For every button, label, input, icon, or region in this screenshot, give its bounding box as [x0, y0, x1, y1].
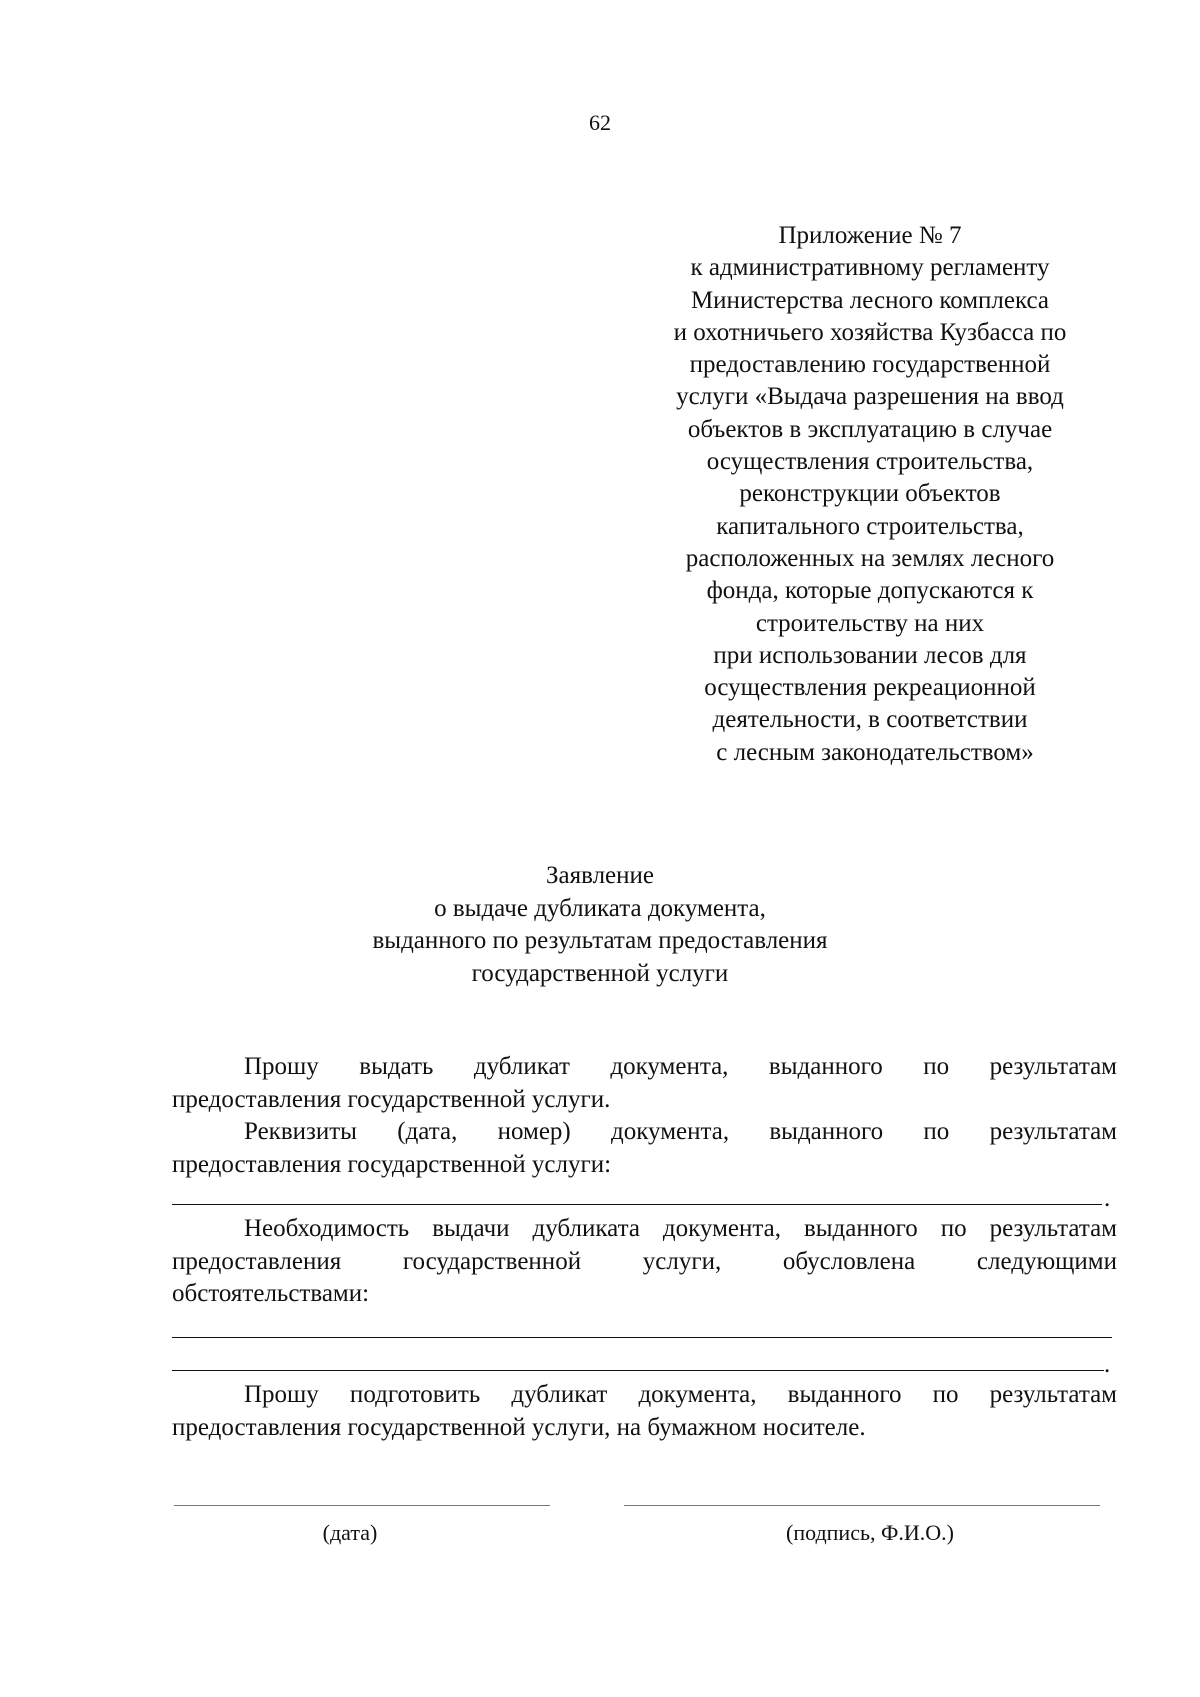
appendix-line: Приложение № 7 [778, 222, 962, 249]
page-number: 62 [589, 110, 611, 135]
reason-fill-line[interactable] [172, 1337, 1112, 1338]
text-line: Необходимость выдачи дубликата документа, выданного по результатам [244, 1215, 1117, 1242]
appendix-line: реконструкции объектов [739, 480, 1001, 508]
appendix-line: к административному регламенту [690, 254, 1050, 282]
appendix-line: при использовании лесов для [713, 641, 1027, 669]
signature-caption: (подпись, Ф.И.О.) [786, 1520, 954, 1545]
requisites-paragraph [172, 1116, 1117, 1181]
requisites-line-period: . [1104, 1185, 1111, 1212]
text-line: Прошу подготовить дубликат документа, выданного по результатам [244, 1381, 1117, 1408]
appendix-line: с лесным законодательством» [716, 738, 1034, 766]
appendix-line: предоставлению государственной [689, 351, 1051, 379]
appendix-line: услуги «Выдача разрешения на ввод [676, 383, 1064, 411]
title-line: государственной услуги [471, 959, 729, 987]
reason-line-period: . [1104, 1351, 1111, 1378]
document-title [0, 860, 1200, 990]
reason-fill-line[interactable] [172, 1370, 1104, 1371]
appendix-line: расположенных на землях лесного [685, 544, 1055, 572]
text-line: предоставления государственной услуги, обусловлена следующими [172, 1247, 1117, 1275]
appendix-line: деятельности, в соответствии [712, 706, 1028, 734]
title-line: о выдаче дубликата документа, [434, 894, 766, 922]
date-fill-line[interactable] [174, 1505, 550, 1506]
reason-paragraph [172, 1213, 1117, 1311]
appendix-line: и охотничьего хозяйства Кузбасса по [673, 318, 1067, 346]
appendix-line: строительству на них [755, 609, 985, 637]
appendix-line: осуществления рекреационной [704, 674, 1036, 702]
requisites-fill-line[interactable] [172, 1204, 1102, 1205]
request-paragraph [172, 1051, 1117, 1116]
title-line: Заявление [545, 862, 655, 889]
appendix-header [640, 220, 1100, 769]
text-line: предоставления государственной услуги. [172, 1085, 611, 1113]
paper-copy-paragraph [172, 1379, 1117, 1444]
text-line: обстоятельствами: [172, 1280, 370, 1307]
appendix-line: объектов в эксплуатацию в случае [687, 415, 1053, 443]
appendix-line: капитального строительства, [716, 512, 1024, 540]
title-line: выданного по результатам предоставления [372, 927, 828, 954]
appendix-line: Министерства лесного комплекса [690, 286, 1050, 314]
text-line: предоставления государственной услуги, на бумажном носителе. [172, 1413, 866, 1441]
text-line: Реквизиты (дата, номер) документа, выданного по результатам [244, 1118, 1117, 1145]
text-line: Прошу выдать дубликат документа, выданного по результатам [244, 1053, 1117, 1080]
signature-fill-line[interactable] [624, 1505, 1100, 1506]
text-line: предоставления государственной услуги: [172, 1150, 612, 1178]
date-caption: (дата) [322, 1520, 378, 1545]
appendix-line: осуществления строительства, [706, 448, 1034, 476]
appendix-line: фонда, которые допускаются к [706, 577, 1034, 605]
